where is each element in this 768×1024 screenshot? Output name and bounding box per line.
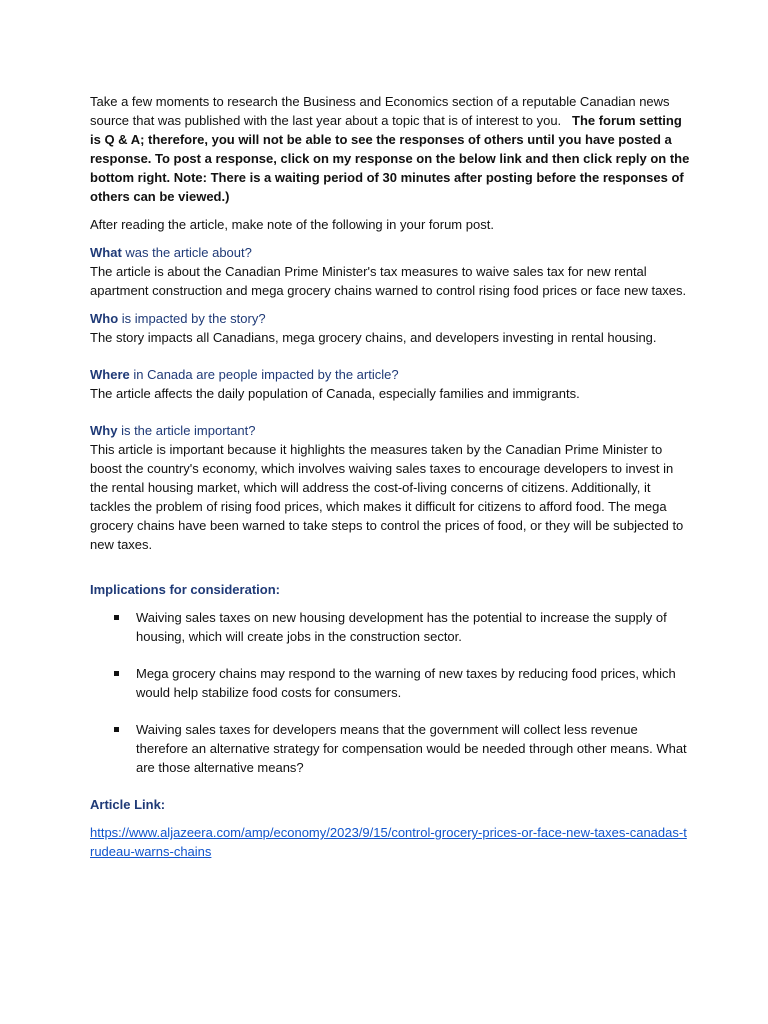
implications-heading: Implications for consideration: xyxy=(90,582,280,597)
article-link[interactable]: https://www.aljazeera.com/amp/economy/2023/9/15/control-grocery-prices-or-face-new-taxes-canadas-trudeau-warns-chains xyxy=(90,825,687,859)
question-who-section xyxy=(90,309,690,347)
question-keyword: What xyxy=(90,245,122,260)
article-link-paragraph xyxy=(90,823,690,861)
question-why xyxy=(90,421,690,440)
bullet-square-icon xyxy=(114,671,119,676)
bullet-square-icon xyxy=(114,727,119,732)
bullet-square-icon xyxy=(114,615,119,620)
question-what-section xyxy=(90,243,690,300)
question-keyword: Who xyxy=(90,311,119,326)
article-link-heading: Article Link: xyxy=(90,797,166,812)
question-text: was the article about? xyxy=(121,245,252,260)
list-item xyxy=(90,608,690,646)
question-who xyxy=(90,309,690,328)
implications-list xyxy=(90,608,690,777)
question-keyword: Where xyxy=(90,367,130,382)
lead-sentence: After reading the article, make note of the following in your forum post. xyxy=(90,217,494,232)
list-item xyxy=(90,720,690,777)
list-item-text: Mega grocery chains may respond to the warning of new taxes by reducing food prices, which would help stabilize food costs for consumers. xyxy=(136,666,676,700)
intro-bold-note: The forum setting is Q & A; therefore, you will not be able to see the responses of others until you have posted a response. To post a response, click on my response on the below link and then click reply on the bottom right. Note: There is a waiting period of 30 minutes after posting before the responses of others can be viewed.) xyxy=(90,113,690,204)
list-item xyxy=(90,664,690,702)
question-what xyxy=(90,243,690,262)
answer-who: The story impacts all Canadians, mega grocery chains, and developers investing in rental housing. xyxy=(90,330,657,345)
answer-where: The article affects the daily population of Canada, especially families and immigrants. xyxy=(90,386,580,401)
question-where xyxy=(90,365,690,384)
document-page xyxy=(90,92,690,861)
question-text: in Canada are people impacted by the article? xyxy=(129,367,399,382)
answer-why: This article is important because it highlights the measures taken by the Canadian Prime Minister to boost the country's economy, which involves waiving sales taxes to encourage developers to invest in the rental housing market, which will address the cost-of-living concerns of citizens. Additionally, it tackles the problem of rising food prices, which makes it difficult for citizens to afford food. The mega grocery chains have been warned to take steps to control the prices of food, or they will be subjected to new taxes. xyxy=(90,442,684,552)
question-why-section xyxy=(90,421,690,554)
intro-text: Take a few moments to research the Business and Economics section of a reputable Canadian news source that was published with the last year about a topic that is of interest to you. xyxy=(90,94,670,128)
list-item-text: Waiving sales taxes on new housing development has the potential to increase the supply of housing, which will create jobs in the construction sector. xyxy=(136,610,667,644)
question-keyword: Why xyxy=(90,423,118,438)
question-text: is impacted by the story? xyxy=(118,311,266,326)
answer-what: The article is about the Canadian Prime Minister's tax measures to waive sales tax for new rental apartment construction and mega grocery chains warned to control rising food prices or face new taxes. xyxy=(90,264,687,298)
question-text: is the article important? xyxy=(117,423,256,438)
list-item-text: Waiving sales taxes for developers means that the government will collect less revenue therefore an alternative strategy for compensation would be needed through other means. What are those alternative means? xyxy=(136,722,687,775)
intro-paragraph xyxy=(90,92,690,206)
question-where-section xyxy=(90,365,690,403)
